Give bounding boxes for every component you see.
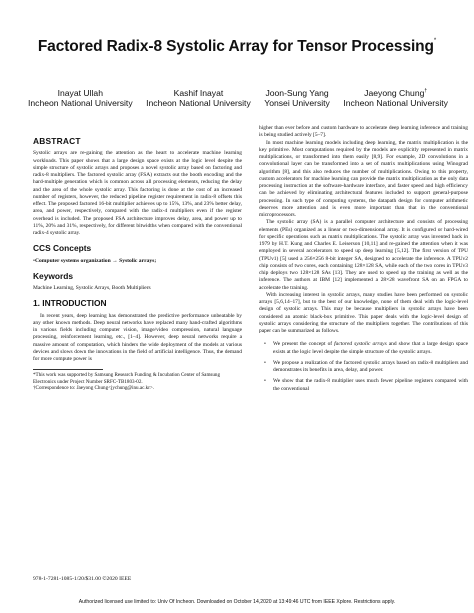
keywords-heading: Keywords	[33, 270, 74, 281]
body-paragraph: In most machine learning models including deep learning, the matrix multiplication is the key primitive. Most computations required by the models are explicitly represented in matrix multiplications, or transformed into them easily [8,9]. For example, 2D convolutions in a convolutional layer can be transformed into a set of matrix multiplications using Winograd algorithm [8], and this also reduces the number of multiplications. Owing to this property, custom accelerators for machine learning can provide the matrix multiplication as the only data processing instruction at the software-hardware interface, and faster speed and high efficiency can be achieved by eliminating architectural features included to support general-purpose processing. In such type of computing systems, the datapath design for computer arithmetic deserves more attention and is even more important than that in the conventional microprocessors.	[259, 139, 468, 218]
body-paragraph: The systolic array (SA) is a parallel computer architecture and consists of processing elements (PEs) organized as a linear or two-dimensional array. It is configured or hard-wired for specific operations such as matrix multiplications. The systolic array was invented back in 1979 by H.T. Kung and Charles E. Leiserson [10,11] and re-gained the attention when it was employed in several accelerators to speed up deep learning [5,12]. The first version of TPU (TPUv1) [5] used a 256×256 8-bit integer SA, designed to accelerate the inference. A TPUv2 chip consists of two cores, each containing 128×128 SA, while each of the two cores in TPUv3 chip deploys two 128×128 SAs [13]. They are used to speed up the training as well as the inference. The authors at IBM [12] implemented a 28×28 wavefront SA on an FPGA to accelerate the training.	[259, 219, 468, 291]
isbn-line: 978-1-7281-1085-1/20/$31.00 ©2020 IEEE	[33, 576, 132, 582]
author-name: Joon-Sung Yang	[265, 87, 329, 98]
author-block	[343, 86, 448, 108]
license-notice: Authorized licensed use limited to: Univ Of Incheon. Downloaded on October 14,2020 at 13:49:46 UTC from IEEE Xplore. Restrictions apply.	[78, 599, 396, 605]
author-name: Inayat Ullah	[57, 87, 103, 98]
author-name: Jaeyong Chung†	[364, 87, 428, 98]
paper-title-text: Factored Radix-8 Systolic Array for Tensor Processing	[37, 38, 434, 55]
author-block	[146, 86, 251, 108]
author-name: Kashif Inayat	[173, 87, 224, 98]
title-footnote-mark: *	[433, 38, 437, 44]
list-item: • We show that the radix-8 multiplier uses much fewer pipeline registers compared with the conventional	[264, 378, 468, 392]
intro-heading: 1. INTRODUCTION	[33, 298, 107, 309]
author-affiliation: Incheon National University	[343, 97, 448, 108]
footnote-funding: *This work was supported by Samsung Research Funding & Incubation Center of Samsung Electronics under Project Number SRFC-TB1803-02.	[33, 372, 221, 385]
footnotes	[33, 372, 242, 392]
body-paragraph: higher than ever before and custom hardware to accelerate deep learning inference and training is being studied actively [5–7].	[259, 125, 468, 139]
intro-text: In recent years, deep learning has demonstrated the predictive performance unbeatable by any other known methods. Deep neural networks have replaced many hand-crafted algorithms in various fields including computer vision, image/video compression, natural language processing, reinforcement learning, etc., [1–4]. However, deep neural networks require a massive amount of computation, which hinders the wide deployment of the models at various devices and slows down the innovations in the field of artificial intelligence. Thus, the demand for more compute power is	[33, 312, 242, 362]
author-list	[28, 86, 448, 108]
ccs-concepts: •Computer systems organization → Systolic arrays;	[33, 257, 157, 264]
abstract-text: Systolic arrays are re-gaining the attention as the heart to accelerate machine learning workloads. This paper shows that a large design space exists at the logic level despite the simple structure of systolic arrays and proposes a novel systolic array based on factoring and radix-8 multipliers. The factored systolic array (FSA) extracts out the booth encoding and the hard-multiple generation which is common across all processing elements, reducing the delay and the area of the whole systolic array. This factoring is done at the cost of an increased number of registers, however, the reduced pipeline register requirement in radix-8 offsets this effect. The proposed factored 16-bit multiplier achieves up to 15%, 13%, and 23% better delay, area, and power, respectively, compared with the radix-4 multipliers even if the register overhead is included. The proposed FSA architecture improves delay, area, and power up to 11%, 20% and 31%, respectively, for different bitwidths when compared with the conventional radix-4 systolic array.	[33, 150, 242, 236]
author-affiliation: Incheon National University	[146, 97, 251, 108]
ccs-heading: CCS Concepts	[33, 243, 92, 254]
left-column	[33, 138, 242, 392]
contribution-list	[259, 341, 468, 393]
author-block	[264, 86, 330, 108]
author-block	[28, 86, 133, 108]
author-affiliation: Incheon National University	[28, 97, 133, 108]
right-column	[259, 125, 468, 397]
abstract-heading: ABSTRACT	[33, 136, 81, 146]
list-item: • We present the concept of factored systolic arrays and show that a large design space exists at the logic level despite the simple structure of the systolic arrays.	[264, 341, 468, 355]
author-affiliation: Yonsei University	[264, 97, 330, 108]
body-paragraph: With increasing interest in systolic arrays, many studies have been performed on systolic arrays [5,6,14–17], but to the best of our knowledge, none of them deal with the logic-level design of systolic arrays. This may be because multipliers in systolic arrays have been considered an atomic black-box primitive. This paper deals with the logic-level design of systolic arrays considering the structure of the multipliers together. The contributions of this paper can be summarized as follows.	[259, 291, 468, 334]
footnote-correspondence: †Correspondence to: Jaeyong Chung<jychung@inu.ac.kr>.	[33, 385, 155, 392]
keywords-text: Machine Learning, Systolic Arrays, Booth Multipliers	[33, 285, 151, 291]
list-item: • We propose a realization of the factored systolic arrays based on radix-8 multipliers and demonstrates its benefits in area, delay, and power.	[264, 359, 468, 373]
footnote-rule	[33, 369, 103, 370]
paper-title	[20, 38, 454, 56]
